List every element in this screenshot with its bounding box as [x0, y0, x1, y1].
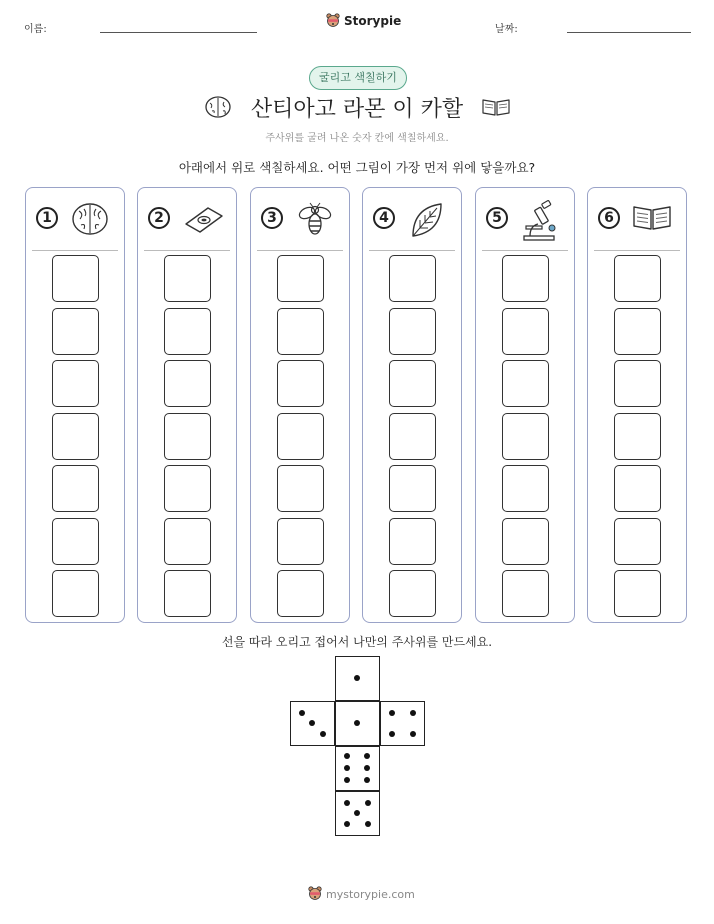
bee-icon [295, 200, 335, 244]
coloring-cell[interactable] [502, 465, 549, 512]
column-number: 1 [36, 207, 58, 229]
column-number: 2 [148, 207, 170, 229]
coloring-cell[interactable] [164, 255, 211, 302]
die-caption: 선을 따라 오리고 접어서 나만의 주사위를 만드세요. [221, 635, 493, 649]
track-column [25, 187, 125, 623]
die-pip [410, 710, 416, 716]
track-column [587, 187, 687, 623]
coloring-cell[interactable] [614, 518, 661, 565]
die-pip [410, 731, 416, 737]
coloring-cell[interactable] [502, 518, 549, 565]
die-pip [389, 731, 395, 737]
coloring-cell[interactable] [277, 518, 324, 565]
column-number: 4 [373, 207, 395, 229]
die-pip [299, 710, 305, 716]
die-pip [365, 800, 371, 806]
die-pip [344, 800, 350, 806]
track-column [362, 187, 462, 623]
coloring-cell[interactable] [389, 308, 436, 355]
coloring-cell[interactable] [52, 465, 99, 512]
coloring-cell[interactable] [52, 255, 99, 302]
coloring-cell[interactable] [277, 360, 324, 407]
coloring-cell[interactable] [389, 255, 436, 302]
book-icon [632, 200, 672, 236]
name-line [100, 32, 257, 33]
die-pip [309, 720, 315, 726]
coloring-cell[interactable] [277, 413, 324, 460]
die-pip [364, 765, 370, 771]
page-title: 산티아고 라몬 이 카할 [250, 97, 464, 122]
coloring-cell[interactable] [164, 518, 211, 565]
subtitle: 주사위를 굴려 나온 숫자 칸에 색칠하세요. [265, 133, 449, 144]
footer-url: mystorypie.com [326, 887, 415, 901]
die-pip [389, 710, 395, 716]
die-pip [364, 777, 370, 783]
coloring-cell[interactable] [614, 413, 661, 460]
die-face [380, 701, 425, 746]
brand-logo [326, 13, 401, 29]
column-number: 6 [598, 207, 620, 229]
coloring-cell[interactable] [164, 413, 211, 460]
column-number: 3 [261, 207, 283, 229]
coloring-cell[interactable] [164, 308, 211, 355]
die-pip [354, 810, 360, 816]
column-divider [369, 250, 455, 251]
column-divider [482, 250, 568, 251]
bear-mascot-icon [326, 13, 340, 29]
microscope-slide-icon [182, 200, 226, 242]
die-face [335, 656, 380, 701]
coloring-cell[interactable] [502, 308, 549, 355]
name-label: 이름: [24, 24, 47, 35]
coloring-cell[interactable] [614, 255, 661, 302]
column-divider [32, 250, 118, 251]
track-column [250, 187, 350, 623]
track-column [475, 187, 575, 623]
die-pip [344, 765, 350, 771]
coloring-cell[interactable] [389, 570, 436, 617]
die-face [290, 701, 335, 746]
date-label: 날짜: [495, 24, 518, 35]
coloring-cell[interactable] [52, 308, 99, 355]
coloring-cell[interactable] [389, 465, 436, 512]
coloring-cell[interactable] [52, 518, 99, 565]
die-pip [354, 720, 360, 726]
die-pip [344, 753, 350, 759]
coloring-cell[interactable] [389, 518, 436, 565]
coloring-cell[interactable] [614, 308, 661, 355]
coloring-cell[interactable] [52, 413, 99, 460]
column-divider [257, 250, 343, 251]
date-line [567, 32, 691, 33]
instruction-text: 아래에서 위로 색칠하세요. 어떤 그림이 가장 먼저 위에 닿을까요? [178, 160, 536, 175]
coloring-cell[interactable] [502, 360, 549, 407]
coloring-cell[interactable] [277, 465, 324, 512]
coloring-cell[interactable] [389, 413, 436, 460]
die-pip [344, 777, 350, 783]
die-face [335, 746, 380, 791]
die-pip [320, 731, 326, 737]
die-face [335, 701, 380, 746]
coloring-cell[interactable] [502, 255, 549, 302]
column-number: 5 [486, 207, 508, 229]
column-divider [144, 250, 230, 251]
coloring-cell[interactable] [164, 360, 211, 407]
die-pip [365, 821, 371, 827]
coloring-cell[interactable] [614, 465, 661, 512]
die-pip [354, 675, 360, 681]
coloring-cell[interactable] [52, 360, 99, 407]
coloring-cell[interactable] [502, 570, 549, 617]
activity-badge: 굴리고 색칠하기 [309, 66, 407, 90]
brand-name: Storypie [344, 14, 402, 28]
die-face [335, 791, 380, 836]
die-pip [344, 821, 350, 827]
coloring-cell[interactable] [52, 570, 99, 617]
coloring-cell[interactable] [164, 570, 211, 617]
microscope-icon [520, 200, 560, 246]
die-pip [364, 753, 370, 759]
coloring-cell[interactable] [277, 308, 324, 355]
leaf-icon [407, 200, 447, 244]
bear-mascot-icon [308, 886, 322, 902]
coloring-cell[interactable] [389, 360, 436, 407]
brain-icon [70, 200, 110, 242]
book-icon [481, 95, 511, 117]
column-divider [594, 250, 680, 251]
coloring-cell[interactable] [277, 570, 324, 617]
coloring-cell[interactable] [164, 465, 211, 512]
footer [308, 886, 415, 902]
coloring-cell[interactable] [277, 255, 324, 302]
track-column [137, 187, 237, 623]
coloring-cell[interactable] [614, 360, 661, 407]
coloring-cell[interactable] [614, 570, 661, 617]
coloring-cell[interactable] [502, 413, 549, 460]
